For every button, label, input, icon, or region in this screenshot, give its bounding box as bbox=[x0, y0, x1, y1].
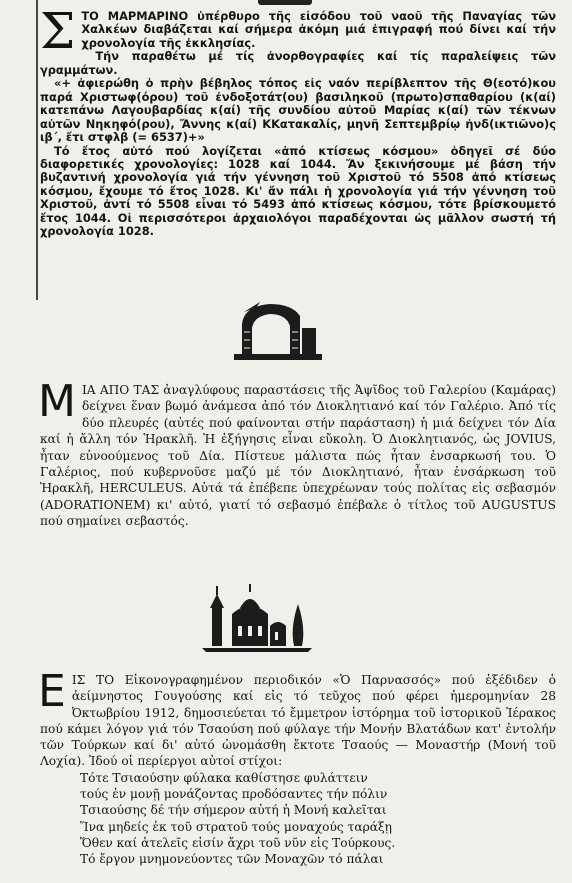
poem-line: Τό ἔργον μνημονεύοντες τῶν Μοναχῶν τό πάλαι bbox=[80, 852, 384, 867]
paragraph: ΙΑ ΑΠΟ ΤΑΣ ἀναγλύφους παραστάσεις τῆς Ἀψῖδος τοῦ Γαλερίου (Καμάρας) δείχνει ἕναν βωμό ἀνάμεσα ἀπό τόν Διοκλητιανό καί τόν Γαλέριο. Ἀπό τίς δύο πλευρές (αὐτές πού φαίνονται στήν παράσταση) ἡ μιά δείχνει τόν Δία καί ἡ ἄλλη τόν Ἡρακλῆ. Ἡ ἐξήγησις εἶναι εὔκολη. Ὁ Διοκλητιανός, ὡς JOVIUS, ἦταν εὐνοούμενος τοῦ Δία. Πίστευε μάλιστα πώς ἦταν ἐνσαρκωσή του. Ὁ Γαλέριος, πού κυβερνοῦσε μαζύ μέ τόν Διοκλητιανό, ἦταν ἐνσάρκωση τοῦ Ἡρακλῆ, HERCULEUS. Αὐτά τά ἐπέβεπε ὑπεχρέωναν τούς πολίτας εἰς σεβασμόν (ADORATIONEM) κι' αὐτό, γιατί τό σεβασμό ἐπέβαλε ὁ τίτλος τοῦ AUGUSTUS πού σημαίνει σεβαστός. bbox=[40, 383, 556, 529]
paragraph: ΙΣ ΤΟ Εἰκονογραφημένον περιοδικόν «Ὁ Παρνασσός» πού ἐξέδιδεν ὁ ἀείμνηστος Γουγούσης καί εἰς τό τεῦχος πού φέρει ἡμερομηνίαν 28 Ὀκτωβρίου 1912, δημοσιεύεται τό ἔμμετρον ἱστόρημα τοῦ ἱστορικοῦ Ἱέρακος πού κάμει λόγον γιά τόν Τσαούση πού φύλαγε τήν Μονήν Βλατάδων κατ' ἐντολήν τῶν Τούρκων καί δι' αὐτό ὠνομάσθη ἔκτοτε Τσαούς — Μοναστήρ (Μονή τοῦ Λοχία). Ἰδού οἱ περίεργοι αὐτοί στίχοι: bbox=[40, 673, 556, 769]
drop-cap: Σ bbox=[40, 2, 76, 60]
paragraph: ΤΟ ΜΑΡΜΑΡΙΝΟ ὑπέρθυρο τῆς εἰσόδου τοῦ ναοῦ τῆς Παναγίας τῶν Χαλκέων διαβάζεται καί σήμερα ἀκόμη μιά ἐπιγραφή πού δίνει καί τήν χρονολογία τῆς ἐκκλησίας. bbox=[81, 9, 556, 50]
paragraph: «+ ἀφιερώθη ὁ πρὴν βέβηλος τόπος εἰς ναόν περίβλεπτον τῆς Θ(εοτό)κου παρά Χριστωφ(όρου) τοῦ ἐνδοξοτάτ(ου) βασιληκοῦ (πρωτο)σπαθαρίου (κ(αί) κατεπάνω Λαγουβαρδίας κ(αί) τῆς συνδίου αὐτοῦ Μαρίας κ(αί) τῶν τέκνων αὐτῶν Νηκηφό(ρου), Ἄννης κ(αί) ΚΚατακαλίς, μηνῆ Σεπτεμβρίῳ ἠνδ(ικτιῶνο)ς ιβ΄, ἔτι στφλβ (= 6537)+» bbox=[40, 76, 556, 145]
drop-cap: Ε bbox=[38, 666, 66, 717]
poem-line: Ἵνα μηδείς ἐκ τοῦ στρατοῦ τούς μοναχούς ταράξῃ bbox=[80, 819, 392, 834]
church-illustration bbox=[198, 568, 316, 654]
article-arch-of-galerius bbox=[38, 376, 556, 530]
drop-cap: Μ bbox=[38, 376, 76, 427]
arch-illustration bbox=[230, 298, 326, 364]
column-rule bbox=[36, 0, 38, 300]
paragraph: Τό ἔτος αὐτό πού λογίζεται «ἀπό κτίσεως κόσμου» ὁδηγεῖ σέ δύο διαφορετικές χρονολογίες: 1028 καί 1044. Ἄν ξεκινήσουμε μέ βάση τήν βυζαντινή χρονολογία γιά τήν γέννηση τοῦ Χριστοῦ τό 5508 ἀπό κτίσεως κόσμου, ἔχουμε τό ἔτος 1028. Κι' ἄν πάλι ἡ χρονολογία γιά τήν γέννηση τοῦ Χριστοῦ, ἀντί τό 5508 εἶναι τό 5493 ἀπό κτίσεως κόσμου, τότε βρίσκουμετό ἔτος 1044. Οἱ περισσότεροι ἀρχαιολόγοι παραδέχονται ὡς μᾶλλον σωστή τή χρονολογία 1028. bbox=[40, 143, 556, 239]
article-inscription bbox=[40, 2, 556, 239]
poem-line: Τσιαούσης δέ τήν σήμερον αὐτή ἡ Μονή καλεῖται bbox=[80, 803, 387, 818]
poem-line: Τότε Τσιαούσην φύλακα καθίστησε φυλάττειν bbox=[80, 770, 368, 785]
article-vlatadon-monastery bbox=[38, 666, 556, 868]
poem bbox=[80, 770, 556, 868]
poem-line: τούς ἐν μονῇ μονάζοντας προδόσαντες τήν πόλιν bbox=[80, 787, 388, 802]
paragraph: Τήν παραθέτω μέ τίς ἀνορθογραφίες καί τίς παραλείψεις τῶν γραμμάτων. bbox=[40, 49, 556, 77]
poem-line: Ὅθεν καί ἀτελεῖς εἰσίν ἄχρι τοῦ νῦν εἰς Τούρκους. bbox=[80, 835, 396, 850]
top-rule-mark bbox=[258, 0, 312, 5]
